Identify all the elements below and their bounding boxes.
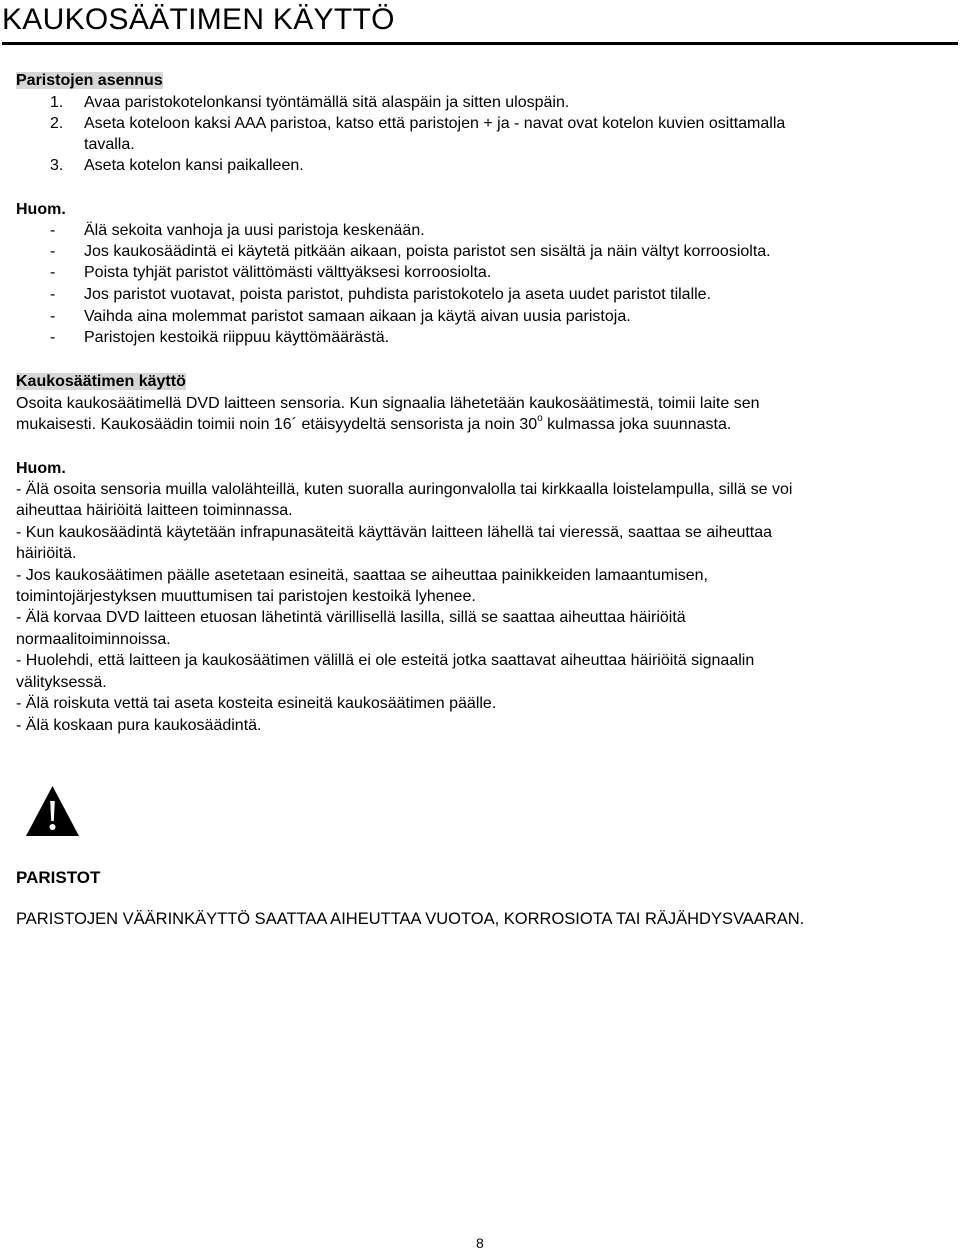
batteries-warning-text: PARISTOJEN VÄÄRINKÄYTTÖ SAATTAA AIHEUTTAA VUOTOA, KORROSIOTA TAI RÄJÄHDYSVAARAN. <box>16 910 805 928</box>
note-line: - Kun kaukosäädintä käytetään infrapunasäteitä käyttävän laitteen lähellä tai vieressä, saattaa se aiheuttaa <box>16 524 773 541</box>
step-text: Aseta kotelon kansi paikalleen. <box>84 157 304 174</box>
step-text: Aseta koteloon kaksi AAA paristoa, katso että paristojen + ja - navat ovat kotelon kuvien osittamalla <box>84 115 786 132</box>
note-heading: Huom. <box>16 201 66 218</box>
step-number: 2. <box>50 115 64 132</box>
bullet-dash: - <box>50 264 56 281</box>
step-text: Avaa paristokotelonkansi työntämällä sitä alaspäin ja sitten ulospäin. <box>84 94 570 111</box>
bullet-dash: - <box>50 329 56 346</box>
bullet-dash: - <box>50 286 56 303</box>
note-item: Vaihda aina molemmat paristot samaan aikaan ja käytä aivan uusia paristoja. <box>84 308 631 325</box>
remote-use-text: Osoita kaukosäätimellä DVD laitteen sensoria. Kun signaalia lähetetään kaukosäätimestä, toimii laite sen <box>16 395 760 412</box>
note-line: - Huolehdi, että laitteen ja kaukosäätimen välillä ei ole esteitä jotka saattavat aiheuttaa häiriöitä signaalin <box>16 652 755 669</box>
step-number: 3. <box>50 157 64 174</box>
note-line: aiheuttaa häiriöitä laitteen toiminnassa. <box>16 502 293 519</box>
bullet-dash: - <box>50 308 56 325</box>
note-item: Poista tyhjät paristot välittömästi välttyäksesi korroosiolta. <box>84 264 492 281</box>
note-line: - Älä korvaa DVD laitteen etuosan lähetintä värillisellä lasilla, sillä se saattaa aiheuttaa häiriöitä <box>16 609 686 626</box>
step-number: 1. <box>50 94 64 111</box>
note-line: häiriöitä. <box>16 545 77 562</box>
title-underline <box>2 42 958 45</box>
note-item: Jos paristot vuotavat, poista paristot, puhdista paristokotelo ja aseta uudet paristot tilalle. <box>84 286 712 303</box>
note-item: Jos kaukosäädintä ei käytetä pitkään aikaan, poista paristot sen sisältä ja näin vältyt korroosiolta. <box>84 243 771 260</box>
note-heading: Huom. <box>16 460 66 477</box>
note-line: - Jos kaukosäätimen päälle asetetaan esineitä, saattaa se aiheuttaa painikkeiden lamaantumisen, <box>16 567 708 584</box>
note-line: välityksessä. <box>16 674 107 691</box>
note-item: Paristojen kestoikä riippuu käyttömäärästä. <box>84 329 390 346</box>
warning-triangle-icon <box>24 784 81 838</box>
bullet-dash: - <box>50 243 56 260</box>
step-text: tavalla. <box>84 136 135 153</box>
note-line: - Älä roiskuta vettä tai aseta kosteita esineitä kaukosäätimen päälle. <box>16 695 497 712</box>
note-line: - Älä koskaan pura kaukosäädintä. <box>16 717 262 734</box>
page-number: 8 <box>476 1235 484 1251</box>
note-item: Älä sekoita vanhoja ja uusi paristoja keskenään. <box>84 222 425 239</box>
remote-use-text: mukaisesti. Kaukosäädin toimii noin 16´ etäisyydeltä sensorista ja noin 30$^o$ kulmassa joka suunnasta. <box>16 413 732 433</box>
remote-use-heading: Kaukosäätimen käyttö <box>16 373 186 390</box>
batteries-heading: PARISTOT <box>16 868 101 887</box>
note-line: - Älä osoita sensoria muilla valolähteillä, kuten suoralla auringonvalolla tai kirkkaalla loistelampulla, sillä se voi <box>16 481 793 498</box>
battery-install-heading: Paristojen asennus <box>16 72 163 89</box>
page-title: KAUKOSÄÄTIMEN KÄYTTÖ <box>2 3 395 36</box>
note-line: toimintojärjestyksen muuttumisen tai paristojen kestoikä lyhenee. <box>16 588 476 605</box>
note-line: normaalitoiminnoissa. <box>16 631 171 648</box>
bullet-dash: - <box>50 222 56 239</box>
